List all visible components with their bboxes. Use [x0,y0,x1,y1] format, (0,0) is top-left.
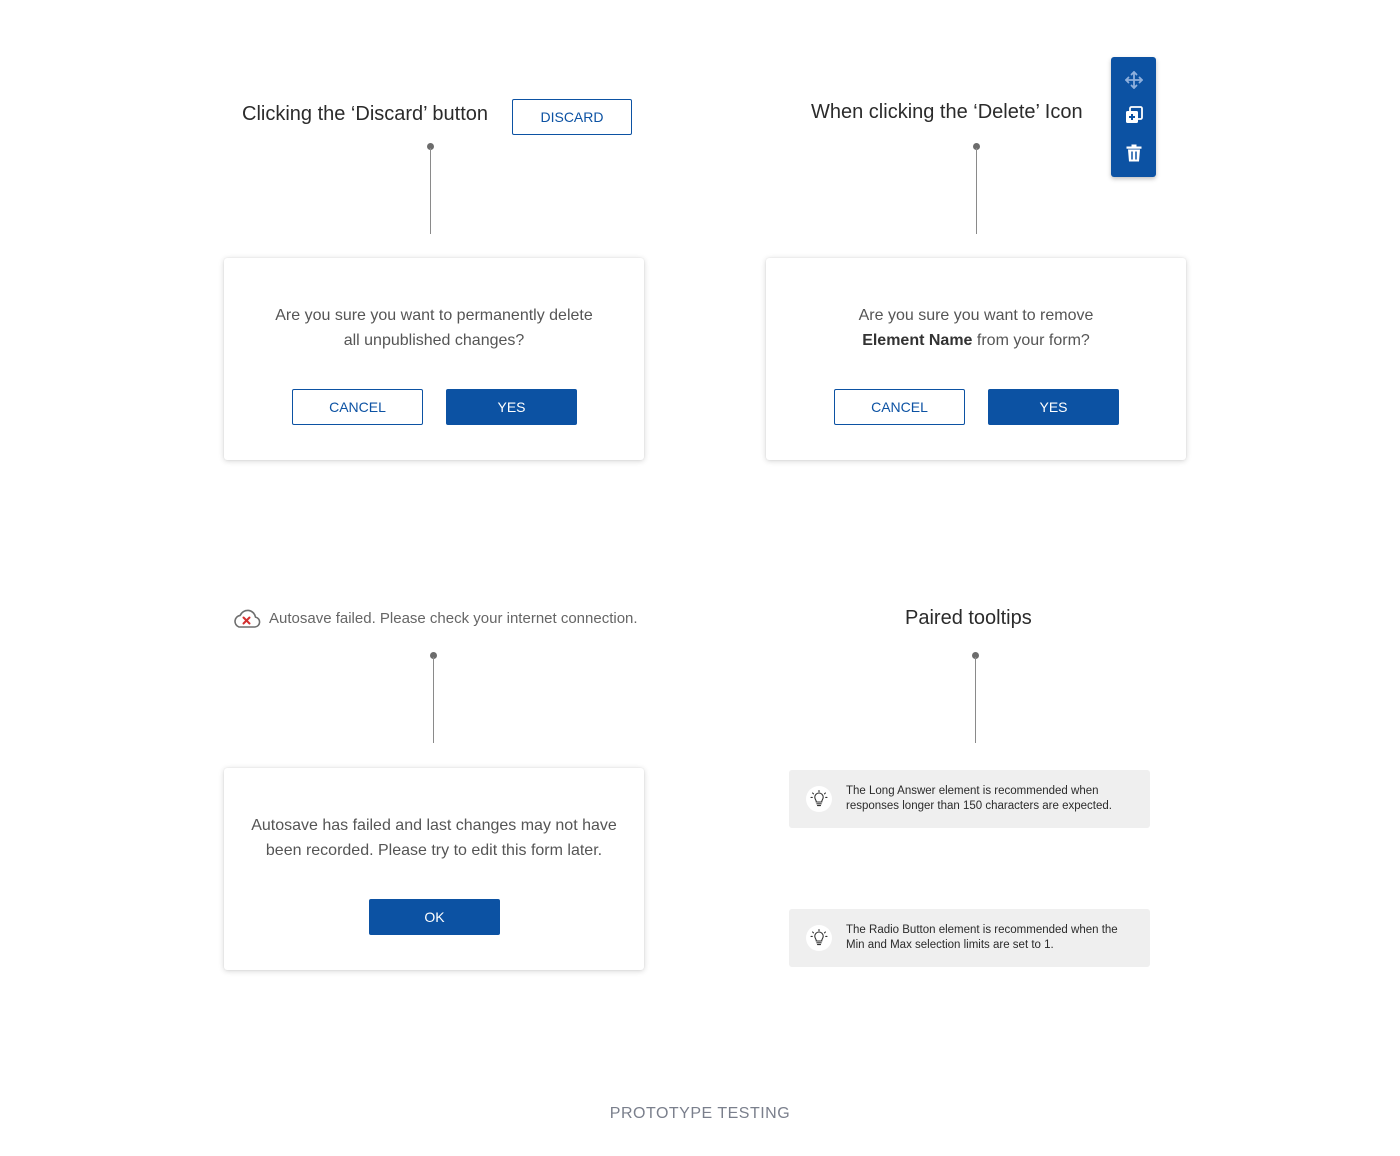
duplicate-icon[interactable] [1111,98,1156,132]
dialog-message [766,303,1186,353]
move-icon[interactable] [1111,63,1156,97]
tooltips-caption: Paired tooltips [905,607,1032,629]
delete-caption: When clicking the ‘Delete’ Icon [811,101,1083,123]
dialog-message-line1: Are you sure you want to remove [858,307,1094,324]
discard-confirm-dialog [224,258,644,460]
lightbulb-icon [806,925,832,951]
dialog-message [224,813,644,863]
delete-confirm-dialog [766,258,1186,460]
autosave-status: Autosave failed. Please check your internet connection. [269,610,638,627]
footer-label: PROTOTYPE TESTING [609,1105,791,1122]
connector-line [976,148,977,234]
lightbulb-icon [806,786,832,812]
tooltip-text-line2: Min and Max selection limits are set to 1. [846,939,1054,951]
cloud-error-icon [232,608,262,630]
dialog-message-line1: Autosave has failed and last changes may not have [251,817,617,834]
tooltip-long-answer [789,770,1150,828]
dialog-message-line2: all unpublished changes? [343,332,525,349]
autosave-failed-dialog [224,768,644,970]
tooltip-text-line2: responses longer than 150 characters are expected. [846,800,1112,812]
dialog-message-line2 [766,328,1186,353]
dialog-message-suffix: from your form? [972,332,1090,349]
yes-button[interactable]: YES [988,389,1119,425]
ok-button[interactable]: OK [369,899,500,935]
connector-line [433,657,434,743]
discard-button[interactable]: DISCARD [512,99,632,135]
dialog-message [224,303,644,353]
connector-line [430,148,431,234]
tooltip-text [846,923,1118,953]
tooltip-text-line1: The Radio Button element is recommended when the [846,924,1118,936]
dialog-message-line1: Are you sure you want to permanently delete [275,307,593,324]
element-toolbar [1111,57,1156,177]
dialog-message-line2: been recorded. Please try to edit this form later. [265,842,603,859]
element-name: Element Name [862,332,973,349]
cancel-button[interactable]: CANCEL [292,389,423,425]
tooltip-text-line1: The Long Answer element is recommended when [846,785,1099,797]
trash-icon[interactable] [1111,136,1156,170]
tooltip-text [846,784,1112,814]
discard-caption: Clicking the ‘Discard’ button [242,103,489,125]
cancel-button[interactable]: CANCEL [834,389,965,425]
tooltip-radio-button [789,909,1150,967]
yes-button[interactable]: YES [446,389,577,425]
connector-line [975,657,976,743]
